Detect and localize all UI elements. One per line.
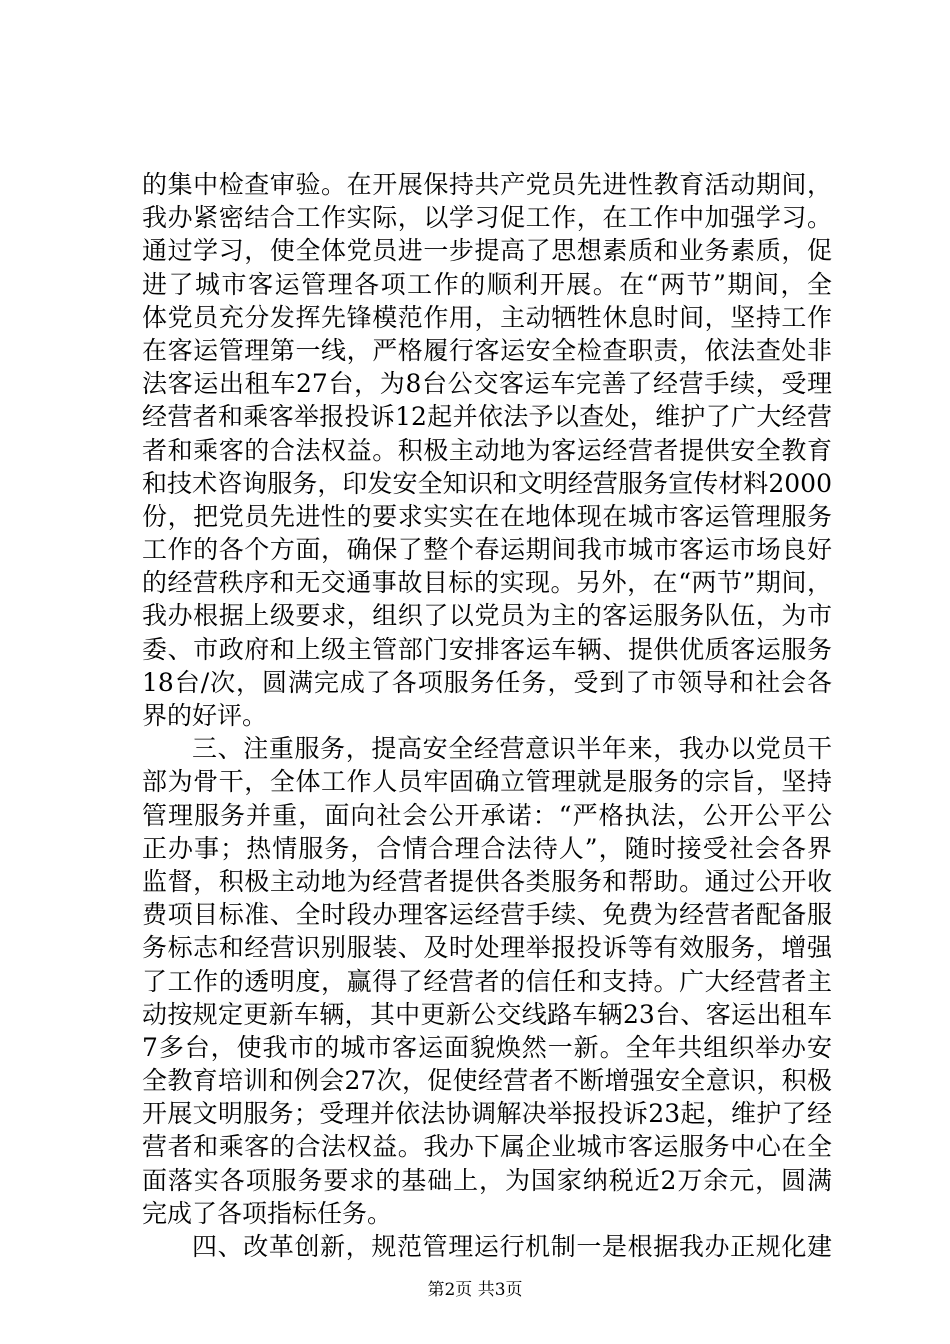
text-line: 动按规定更新车辆，其中更新公交线路车辆23台、客运出租车 (142, 999, 832, 1029)
text-line: 营者和乘客的合法权益。我办下属企业城市客运服务中心在全 (142, 1132, 832, 1162)
text-line: 和技术咨询服务，印发安全知识和文明经营服务宣传材料2000 (142, 468, 832, 498)
text-line: 界的好评。 (142, 701, 268, 730)
text-line: 体党员充分发挥先锋模范作用，主动牺牲休息时间，坚持工作 (142, 302, 832, 332)
text-line: 面落实各项服务要求的基础上，为国家纳税近2万余元，圆满 (142, 1165, 832, 1195)
section-heading-line: 四、改革创新，规范管理运行机制一是根据我办正规化建 (192, 1232, 832, 1261)
text-line: 7多台，使我市的城市客运面貌焕然一新。全年共组织举办安 (142, 1032, 832, 1062)
document-body (142, 168, 832, 1263)
text-line: 我办根据上级要求，组织了以党员为主的客运服务队伍，为市 (142, 601, 832, 631)
text-line: 部为骨干，全体工作人员牢固确立管理就是服务的宗旨，坚持 (142, 767, 832, 797)
page-number-footer: 第2页 共3页 (427, 1280, 523, 1300)
text-line: 通过学习，使全体党员进一步提高了思想素质和业务素质，促 (142, 236, 832, 266)
text-line: 份，把党员先进性的要求实实在在地体现在城市客运管理服务 (142, 501, 832, 531)
text-line: 委、市政府和上级主管部门安排客运车辆、提供优质客运服务 (142, 634, 832, 664)
text-line: 监督，积极主动地为经营者提供各类服务和帮助。通过公开收 (142, 866, 832, 896)
text-line: 经营者和乘客举报投诉12起并依法予以查处，维护了广大经营 (142, 402, 832, 432)
text-line: 者和乘客的合法权益。积极主动地为客运经营者提供安全教育 (142, 435, 832, 465)
section-heading-line: 三、注重服务，提高安全经营意识半年来，我办以党员干 (192, 734, 832, 764)
text-line: 务标志和经营识别服装、及时处理举报投诉等有效服务，增强 (142, 933, 832, 963)
text-line: 18台/次，圆满完成了各项服务任务，受到了市领导和社会各 (142, 667, 832, 697)
text-line: 费项目标准、全时段办理客运经营手续、免费为经营者配备服 (142, 900, 832, 930)
text-line: 法客运出租车27台，为8台公交客运车完善了经营手续，受理 (142, 369, 832, 399)
text-line: 进了城市客运管理各项工作的顺利开展。在“两节”期间，全 (142, 269, 832, 299)
text-line: 开展文明服务；受理并依法协调解决举报投诉23起，维护了经 (142, 1099, 832, 1129)
text-line: 在客运管理第一线，严格履行客运安全检查职责，依法查处非 (142, 335, 832, 365)
text-line: 全教育培训和例会27次，促使经营者不断增强安全意识，积极 (142, 1066, 832, 1096)
text-line: 正办事；热情服务，合情合理合法待人”，随时接受社会各界 (142, 833, 832, 863)
text-line: 工作的各个方面，确保了整个春运期间我市城市客运市场良好 (142, 535, 832, 565)
text-line: 管理服务并重，面向社会公开承诺：“严格执法，公开公平公 (142, 800, 832, 830)
text-line: 的经营秩序和无交通事故目标的实现。另外，在“两节”期间， (142, 568, 832, 598)
text-line: 了工作的透明度，赢得了经营者的信任和支持。广大经营者主 (142, 966, 832, 996)
text-line: 的集中检查审验。在开展保持共产党员先进性教育活动期间， (142, 170, 832, 199)
text-line: 完成了各项指标任务。 (142, 1198, 393, 1228)
text-line: 我办紧密结合工作实际，以学习促工作，在工作中加强学习。 (142, 203, 832, 233)
